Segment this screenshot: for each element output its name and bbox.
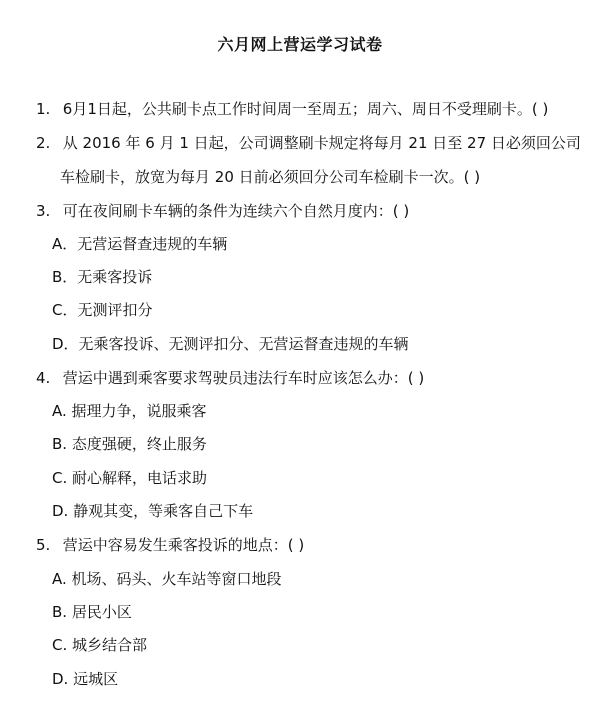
question-3 — [36, 201, 409, 221]
option-3b: B．无乘客投诉 — [52, 268, 153, 286]
option-5c: C. 城乡结合部 — [52, 636, 148, 654]
question-2-continuation: 车检刷卡，放宽为每月 20 日前必须回分公司车检刷卡一次。( ) — [60, 168, 481, 186]
option-4a: A. 据理力争，说服乘客 — [52, 402, 207, 420]
question-text: 可在夜间刷卡车辆的条件为连续六个自然月度内：( ) — [62, 202, 410, 220]
option-5a: A. 机场、码头、火车站等窗口地段 — [52, 570, 282, 588]
question-text: 营运中遇到乘客要求驾驶员违法行车时应该怎么办：( ) — [62, 369, 425, 387]
option-4d: D. 静观其变，等乘客自己下车 — [52, 502, 254, 520]
question-number: 1. — [36, 100, 51, 118]
question-number: 4. — [36, 369, 51, 387]
question-2 — [36, 133, 581, 153]
option-5b: B. 居民小区 — [52, 603, 132, 621]
question-1 — [36, 99, 548, 119]
option-3c: C．无测评扣分 — [52, 301, 153, 319]
question-number: 3. — [36, 202, 51, 220]
question-text: 从 2016 年 6 月 1 日起，公司调整刷卡规定将每月 21 日至 27 日必须回公司 — [62, 134, 581, 152]
question-text: 6月1日起，公共刷卡点工作时间周一至周五；周六、周日不受理刷卡。( ) — [62, 100, 549, 118]
option-5d: D. 远城区 — [52, 670, 119, 688]
question-text: 营运中容易发生乘客投诉的地点：( ) — [62, 536, 305, 554]
exam-title: 六月网上营运学习试卷 — [217, 35, 383, 54]
option-4b: B. 态度强硬，终止服务 — [52, 435, 207, 453]
question-5 — [36, 535, 304, 555]
option-3a: A．无营运督查违规的车辆 — [52, 235, 228, 253]
question-number: 2. — [36, 134, 51, 152]
question-number: 5. — [36, 536, 51, 554]
option-3d: D．无乘客投诉、无测评扣分、无营运督查违规的车辆 — [52, 335, 409, 353]
question-4 — [36, 368, 424, 388]
option-4c: C. 耐心解释，电话求助 — [52, 469, 208, 487]
